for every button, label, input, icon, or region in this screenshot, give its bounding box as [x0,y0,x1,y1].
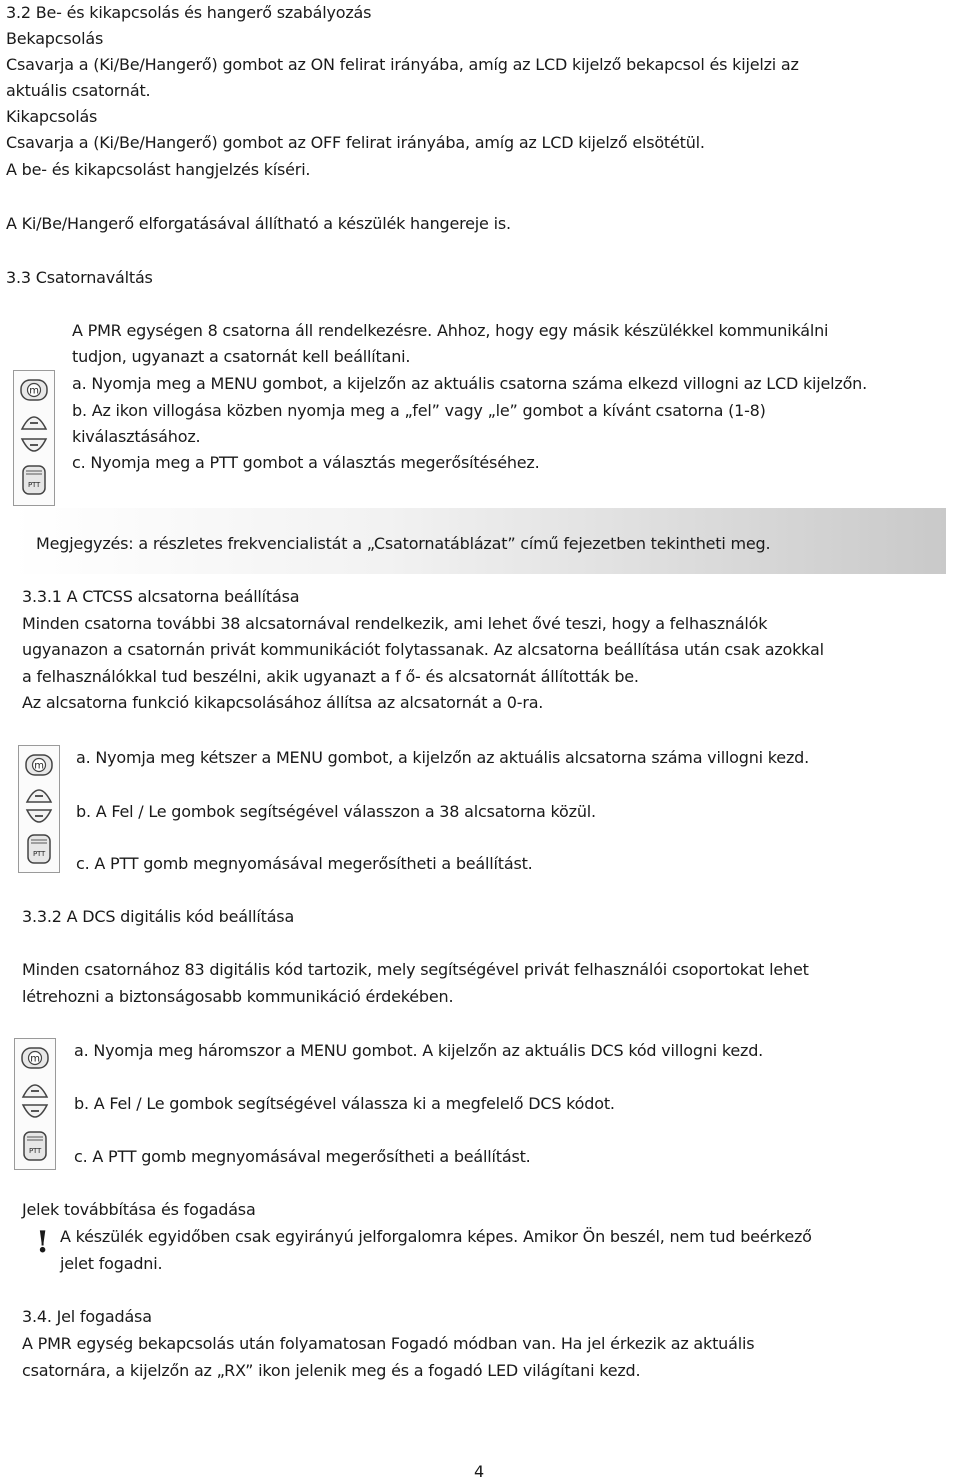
dcs-step-a: a. Nyomja meg háromszor a MENU gombot. A kijelzőn az aktuális DCS kód villogni kezd. [74,1041,764,1060]
dcs-text-2: létrehozni a biztonságosabb kommunikáció érdekében. [22,987,454,1006]
button-icons-panel-3 [14,1038,56,1170]
signals-text-1: A készülék egyidőben csak egyirányú jelforgalomra képes. Amikor Ön beszél, nem tud beérkező [60,1227,812,1246]
signals-text-2: jelet fogadni. [60,1254,163,1273]
channel-step-c: c. Nyomja meg a PTT gombot a választás megerősítéséhez. [72,453,540,472]
ptt-button-icon [20,465,48,495]
dcs-text-1: Minden csatornához 83 digitális kód tartozik, mely segítségével privát felhasználói csoportokat lehet [22,960,809,979]
power-off-title: Kikapcsolás [6,107,98,126]
down-button-icon [20,437,48,459]
channel-step-b-1: b. Az ikon villogása közben nyomja meg a „fel” vagy „le” gombot a kívánt csatorna (1-8) [72,401,766,420]
menu-letter: m [30,1053,40,1065]
receive-text-1: A PMR egység bekapcsolás után folyamatosan Fogadó módban van. Ha jel érkezik az aktuális [22,1334,755,1353]
ptt-button-icon [25,834,53,864]
power-on-text-2: aktuális csatornát. [6,81,151,100]
up-button-icon [25,782,53,804]
power-on-title: Bekapcsolás [6,29,104,48]
ctcss-text-4: Az alcsatorna funkció kikapcsolásához állítsa az alcsatornát a 0-ra. [22,693,544,712]
menu-letter: m [34,760,44,772]
down-button-icon [21,1103,49,1125]
menu-letter: m [29,385,39,397]
ctcss-step-c: c. A PTT gomb megnyomásával megerősítheti a beállítást. [76,854,533,873]
menu-button-icon [25,754,53,776]
section-3-2-heading: 3.2 Be- és kikapcsolás és hangerő szabályozás [6,3,372,22]
ctcss-text-1: Minden csatorna további 38 alcsatornával rendelkezik, ami lehet ővé teszi, hogy a felhasználók [22,614,768,633]
section-3-3-2-heading: 3.3.2 A DCS digitális kód beállítása [22,907,295,926]
menu-button-icon [21,1047,49,1069]
channel-step-b-2: kiválasztásához. [72,427,201,446]
channel-intro-2: tudjon, ugyanazt a csatornát kell beállítani. [72,347,411,366]
channel-step-a: a. Nyomja meg a MENU gombot, a kijelzőn az aktuális csatorna száma elkezd villogni az LCD kijelzőn. [72,374,868,393]
menu-button-icon [20,379,48,401]
page-number: 4 [474,1462,484,1481]
section-3-3-1-heading: 3.3.1 A CTCSS alcsatorna beállítása [22,587,300,606]
ctcss-text-2: ugyanazon a csatornán privát kommunikációt folytassanak. Az alcsatorna beállítása után csak azokkal [22,640,824,659]
ptt-label: PTT [28,1147,42,1155]
up-button-icon [20,409,48,431]
ptt-label: PTT [32,850,46,858]
section-3-4-heading: 3.4. Jel fogadása [22,1307,152,1326]
ptt-button-icon [21,1131,49,1161]
down-button-icon [25,808,53,830]
button-icons-panel-1 [13,370,55,506]
dcs-step-c: c. A PTT gomb megnyomásával megerősítheti a beállítást. [74,1147,531,1166]
ctcss-step-b: b. A Fel / Le gombok segítségével válasszon a 38 alcsatorna közül. [76,802,596,821]
power-off-text-1: Csavarja a (Ki/Be/Hangerő) gombot az OFF felirat irányába, amíg az LCD kijelző elsötétül. [6,133,705,152]
power-on-text-1: Csavarja a (Ki/Be/Hangerő) gombot az ON felirat irányába, amíg az LCD kijelző bekapcsol és kijelzi az [6,55,799,74]
note-text: Megjegyzés: a részletes frekvencialistát a „Csatornatáblázat” című fejezetben tekintheti meg. [36,534,771,553]
button-icons-panel-2 [18,745,60,873]
power-off-text-2: A be- és kikapcsolást hangjelzés kíséri. [6,160,311,179]
channel-intro-1: A PMR egységen 8 csatorna áll rendelkezésre. Ahhoz, hogy egy másik készülékkel kommunikálni [72,321,829,340]
signals-heading: Jelek továbbítása és fogadása [22,1200,256,1219]
volume-text: A Ki/Be/Hangerő elforgatásával állítható a készülék hangereje is. [6,214,511,233]
ptt-label: PTT [27,481,41,489]
dcs-step-b: b. A Fel / Le gombok segítségével válassza ki a megfelelő DCS kódot. [74,1094,615,1113]
ctcss-step-a: a. Nyomja meg kétszer a MENU gombot, a kijelzőn az aktuális alcsatorna száma villogni kezd. [76,748,809,767]
ctcss-text-3: a felhasználókkal tud beszélni, akik ugyanazt a f ő- és alcsatornát állították be. [22,667,639,686]
warning-mark: ! [36,1225,49,1260]
receive-text-2: csatornára, a kijelzőn az „RX” ikon jelenik meg és a fogadó LED világítani kezd. [22,1361,641,1380]
section-3-3-heading: 3.3 Csatornaváltás [6,268,153,287]
up-button-icon [21,1077,49,1099]
